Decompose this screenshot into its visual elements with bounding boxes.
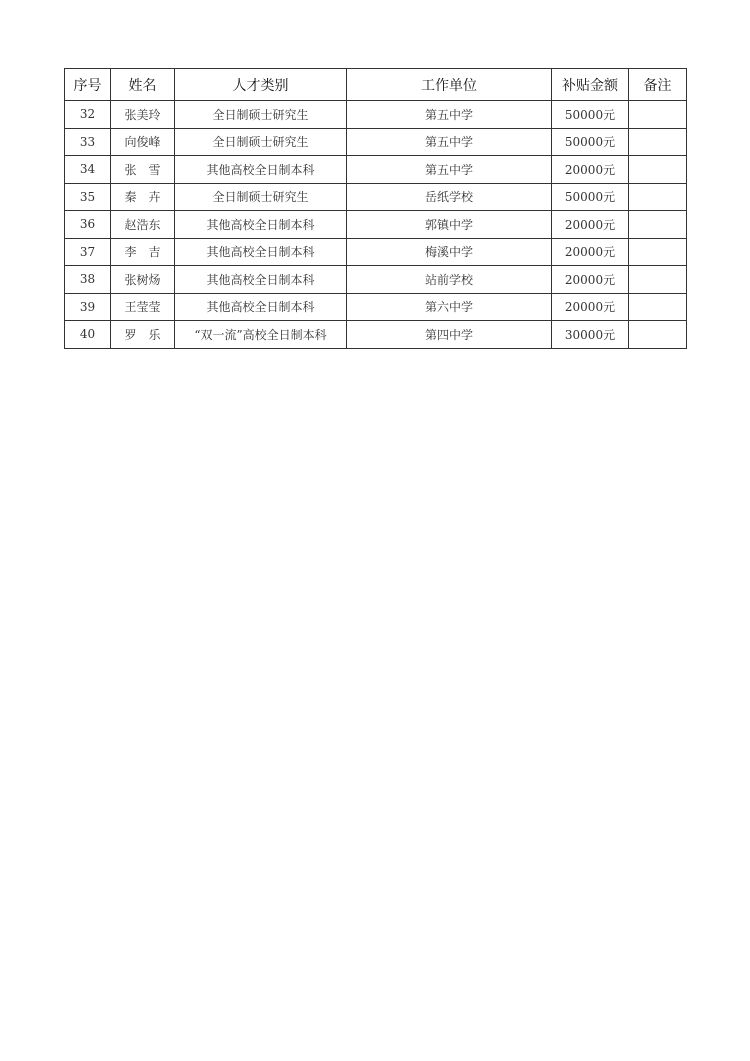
cell-talent-category: 其他高校全日制本科 (175, 238, 347, 266)
cell-work-unit: 第四中学 (347, 321, 552, 349)
cell-name: 罗 乐 (111, 321, 175, 349)
cell-serial-number: 37 (65, 238, 111, 266)
header-subsidy-amount: 补贴金额 (552, 69, 629, 101)
cell-talent-category: 全日制硕士研究生 (175, 183, 347, 211)
table-row (65, 293, 687, 321)
document-page (64, 68, 686, 349)
table-row (65, 321, 687, 349)
header-remarks: 备注 (629, 69, 687, 101)
cell-subsidy-amount: 50000元 (552, 128, 629, 156)
cell-subsidy-amount: 20000元 (552, 156, 629, 184)
table-row (65, 101, 687, 129)
cell-talent-category: 其他高校全日制本科 (175, 266, 347, 294)
header-work-unit: 工作单位 (347, 69, 552, 101)
table-row (65, 211, 687, 239)
cell-remarks (629, 156, 687, 184)
cell-work-unit: 郭镇中学 (347, 211, 552, 239)
cell-work-unit: 第五中学 (347, 156, 552, 184)
cell-name: 张 雪 (111, 156, 175, 184)
cell-work-unit: 梅溪中学 (347, 238, 552, 266)
cell-subsidy-amount: 50000元 (552, 183, 629, 211)
table-row (65, 238, 687, 266)
cell-remarks (629, 293, 687, 321)
cell-serial-number: 34 (65, 156, 111, 184)
cell-subsidy-amount: 50000元 (552, 101, 629, 129)
cell-subsidy-amount: 20000元 (552, 238, 629, 266)
table-row (65, 128, 687, 156)
header-name: 姓名 (111, 69, 175, 101)
cell-subsidy-amount: 30000元 (552, 321, 629, 349)
cell-talent-category: “双一流”高校全日制本科 (175, 321, 347, 349)
cell-remarks (629, 321, 687, 349)
cell-remarks (629, 183, 687, 211)
cell-talent-category: 全日制硕士研究生 (175, 101, 347, 129)
cell-work-unit: 岳纸学校 (347, 183, 552, 211)
cell-name: 王莹莹 (111, 293, 175, 321)
cell-remarks (629, 101, 687, 129)
cell-serial-number: 32 (65, 101, 111, 129)
table-header-row (65, 69, 687, 101)
cell-serial-number: 36 (65, 211, 111, 239)
cell-remarks (629, 128, 687, 156)
cell-subsidy-amount: 20000元 (552, 211, 629, 239)
subsidy-table (64, 68, 687, 349)
cell-subsidy-amount: 20000元 (552, 293, 629, 321)
header-serial-number: 序号 (65, 69, 111, 101)
cell-serial-number: 40 (65, 321, 111, 349)
cell-name: 秦 卉 (111, 183, 175, 211)
cell-work-unit: 第六中学 (347, 293, 552, 321)
cell-work-unit: 站前学校 (347, 266, 552, 294)
cell-work-unit: 第五中学 (347, 101, 552, 129)
cell-talent-category: 其他高校全日制本科 (175, 156, 347, 184)
cell-talent-category: 其他高校全日制本科 (175, 211, 347, 239)
cell-name: 赵浩东 (111, 211, 175, 239)
header-talent-category: 人才类别 (175, 69, 347, 101)
cell-name: 张树炀 (111, 266, 175, 294)
cell-talent-category: 全日制硕士研究生 (175, 128, 347, 156)
cell-name: 张美玲 (111, 101, 175, 129)
cell-subsidy-amount: 20000元 (552, 266, 629, 294)
cell-serial-number: 35 (65, 183, 111, 211)
table-row (65, 266, 687, 294)
cell-name: 李 吉 (111, 238, 175, 266)
table-row (65, 183, 687, 211)
cell-remarks (629, 238, 687, 266)
cell-talent-category: 其他高校全日制本科 (175, 293, 347, 321)
cell-serial-number: 39 (65, 293, 111, 321)
cell-serial-number: 38 (65, 266, 111, 294)
cell-name: 向俊峰 (111, 128, 175, 156)
cell-remarks (629, 211, 687, 239)
cell-work-unit: 第五中学 (347, 128, 552, 156)
table-row (65, 156, 687, 184)
cell-remarks (629, 266, 687, 294)
cell-serial-number: 33 (65, 128, 111, 156)
